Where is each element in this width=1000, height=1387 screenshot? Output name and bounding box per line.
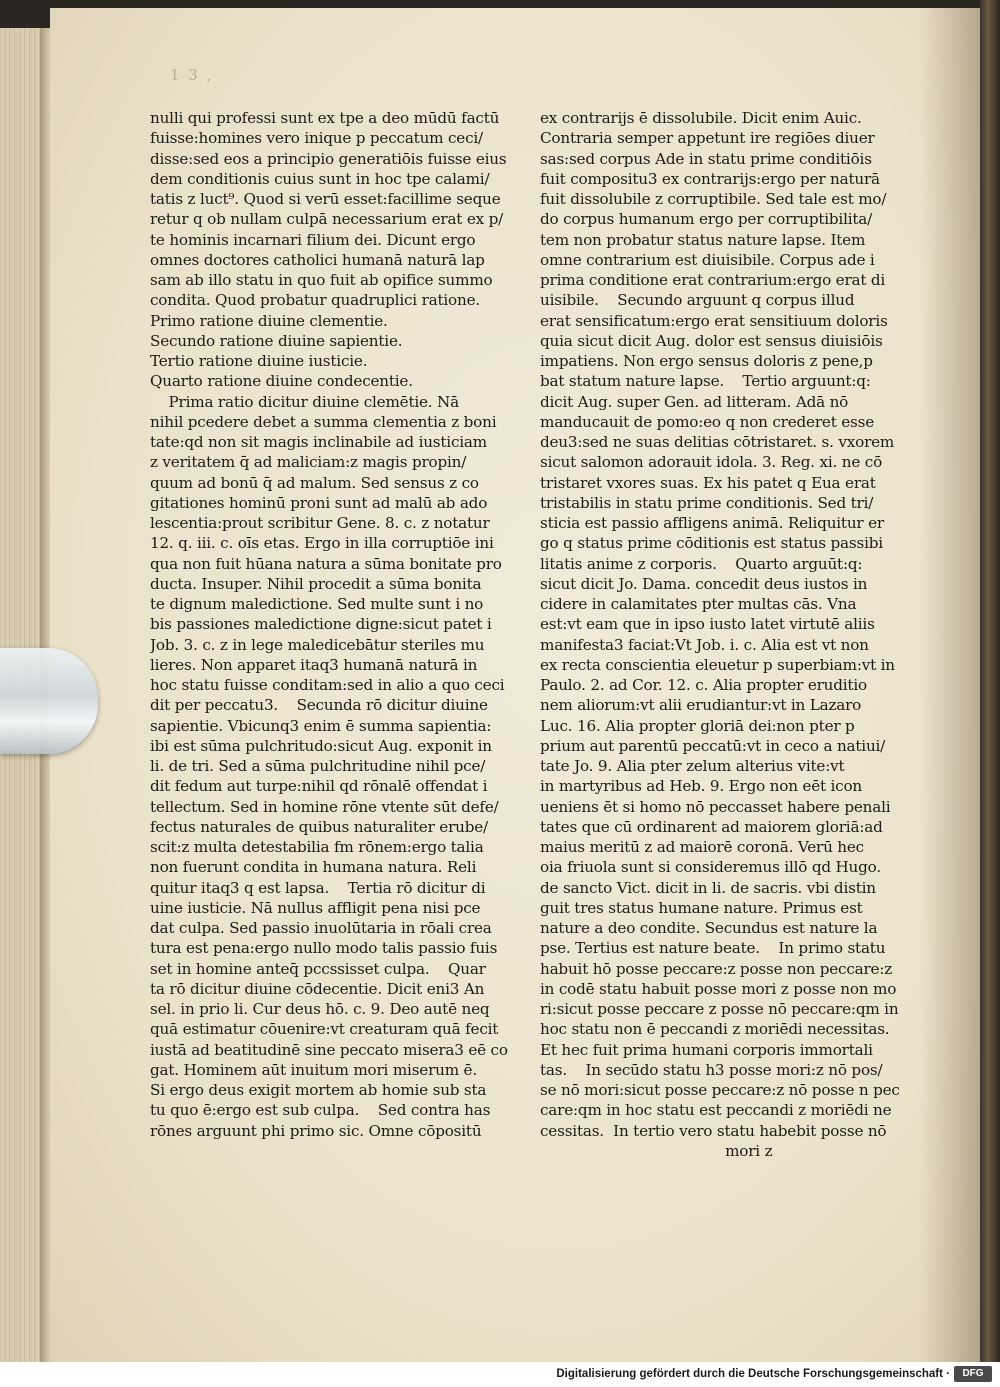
text-line: tate:qd non sit magis inclinabile ad iusticiam (150, 433, 487, 451)
text-line: erat sensificatum:ergo erat sensitiuum doloris (540, 311, 888, 330)
dfg-logo-icon: DFG (954, 1366, 992, 1382)
text-line: tellectum. Sed in homine rōne vtente sūt defe/ (150, 797, 499, 816)
text-line: Tertio ratione diuine iusticie. (150, 352, 368, 370)
text-line: quā estimatur cōuenire:vt creaturam quā fecit (150, 1020, 499, 1039)
text-line: impatiens. Non ergo sensus doloris z pene,p (540, 352, 873, 370)
text-line: Luc. 16. Alia propter gloriā dei:non pter p (540, 716, 855, 735)
text-line: condita. Quod probatur quadruplici ratione. (150, 291, 480, 310)
text-line: sicut dicit Jo. Dama. concedit deus iustos in (540, 574, 868, 593)
text-line: dicit Aug. super Gen. ad litteram. Adā nō (540, 392, 849, 411)
text-line: quitur itaq3 q est lapsa. Tertia rō dicitur di (150, 878, 486, 897)
page-number: 1 3 , (170, 66, 214, 84)
text-line: fuisse:homines vero inique p peccatum ceci/ (150, 129, 483, 148)
book-gutter (980, 0, 1000, 1362)
text-line: cidere in calamitates pter multas cās. Vna (540, 595, 857, 613)
text-line: hoc statu non ē peccandi z moriēdi necessitas. (540, 1020, 890, 1039)
text-line: tates que cū ordinarent ad maiorem gloriā:ad (540, 817, 883, 836)
page-curl-shade (920, 8, 980, 1362)
text-line: sam ab illo statu in quo fuit ab opifice summo (150, 271, 493, 289)
text-line: nature a deo condite. Secundus est nature la (540, 919, 878, 937)
text-line: ducta. Insuper. Nihil procedit a sūma bonita (150, 574, 482, 593)
text-line: tristabilis in statu prime conditionis. Sed tri/ (540, 493, 874, 512)
text-line: dit per peccatu3. Secunda rō dicitur diuine (150, 696, 488, 715)
text-line: tu quo ē:ergo est sub culpa. Sed contra has (150, 1101, 491, 1120)
text-line: omnes doctores catholici humanā naturā lap (150, 250, 485, 269)
text-line: sicut salomon adorauit idola. 3. Reg. xi. ne cō (540, 453, 883, 472)
text-line: tristaret vxores suas. Ex his patet q Eua erat (540, 473, 876, 492)
text-line: quum ad bonū q̄ ad malum. Sed sensus z co (150, 473, 479, 492)
text-line: go q status prime cōditionis est status passibi (540, 534, 883, 553)
text-line: tura est pena:ergo nullo modo talis passio fuis (150, 939, 498, 958)
text-line: est:vt eam que in ipso iusto latet virtutē aliis (540, 615, 875, 634)
text-line: Job. 3. c. z in lege maledicebātur steriles mu (150, 635, 485, 654)
text-line: non fuerunt condita in humana natura. Reli (150, 858, 477, 877)
text-line: z veritatem q̄ ad maliciam:z magis propin/ (150, 453, 467, 472)
text-line: nulli qui professi sunt ex tpe a deo mūdū factū (150, 109, 500, 127)
text-line: bat statum nature lapse. Tertio arguunt:q: (540, 372, 871, 391)
text-line: nem aliorum:vt alii erudiantur:vt in Lazaro (540, 696, 862, 715)
text-line: lescentia:prout scribitur Gene. 8. c. z notatur (150, 514, 490, 532)
text-line: mori z (540, 1141, 773, 1160)
text-line: deu3:sed ne suas delitias cōtristaret. s. vxorem (540, 433, 895, 451)
text-line: in codē statu habuit posse mori z posse non mo (540, 979, 897, 998)
text-line: tas. In secūdo statu h3 posse mori:z nō pos/ (540, 1060, 883, 1079)
text-line: guit tres status humane nature. Primus est (540, 898, 863, 917)
text-line: fuit dissolubile z corruptibile. Sed tale est mo/ (540, 190, 887, 208)
text-line: quia sicut dicit Aug. dolor est sensus diuisiōis (540, 331, 883, 350)
text-line: prium aut parentū peccatū:vt in ceco a natiui/ (540, 736, 886, 755)
text-line: Prima ratio dicitur diuine clemētie. Nā (150, 392, 459, 411)
text-line: de sancto Vict. dicit in li. de sacris. vbi distin (540, 878, 876, 897)
text-line: nihil pcedere debet a summa clementia z boni (150, 412, 497, 431)
text-line: te hominis incarnari filium dei. Dicunt ergo (150, 230, 476, 249)
text-line: pse. Tertius est nature beate. In primo statu (540, 939, 886, 958)
text-line: sapientie. Vbicunq3 enim ē summa sapientia: (150, 716, 492, 735)
text-line: prima conditione erat contrarium:ergo erat di (540, 271, 886, 289)
footer-credit: Digitalisierung gefördert durch die Deutsche Forschungsgemeinschaft · (556, 1368, 950, 1380)
text-line: in martyribus ad Heb. 9. Ergo non eēt icon (540, 777, 863, 796)
text-line: uine iusticie. Nā nullus affligit pena nisi pce (150, 898, 481, 917)
text-line: dit fedum aut turpe:nihil qd rōnalē offendat i (150, 777, 488, 796)
text-line: manducauit de pomo:eo q non crederet esse (540, 412, 874, 431)
text-line: gat. Hominem aūt inuitum mori miserum ē. (150, 1060, 477, 1079)
text-line: omne contrarium est diuisibile. Corpus ade i (540, 250, 875, 269)
text-line: hoc statu fuisse conditam:sed in alio a quo ceci (150, 676, 505, 694)
text-line: te dignum maledictione. Sed multe sunt i no (150, 595, 484, 613)
text-line: sticia est passio affligens animā. Reliquitur er (540, 514, 884, 532)
text-line: ueniens ēt si homo nō peccasset habere penali (540, 797, 891, 816)
text-line: ri:sicut posse peccare z posse nō peccare:qm in (540, 1000, 899, 1018)
text-line: gitationes hominū proni sunt ad malū ab ado (150, 493, 488, 512)
text-line: care:qm in hoc statu est peccandi z moriēdi ne (540, 1101, 892, 1120)
text-line: Si ergo deus exigit mortem ab homie sub sta (150, 1081, 487, 1099)
text-line: li. de tri. Sed a sūma pulchritudine nihil pce/ (150, 757, 486, 775)
text-line: cessitas. In tertio vero statu habebit posse nō (540, 1121, 887, 1140)
text-line: fectus naturales de quibus naturaliter erube/ (150, 817, 488, 836)
text-line: rōnes arguunt phi primo sic. Omne cōpositū (150, 1121, 482, 1140)
text-line: tatis z luct⁹. Quod si verū esset:facillime seque (150, 190, 501, 208)
text-line: oia friuola sunt si consideremus illō qd Hugo. (540, 858, 881, 877)
text-column-left (150, 108, 532, 1141)
text-line: dem conditionis cuius sunt in hoc tpe calami/ (150, 169, 490, 188)
text-line: lieres. Non apparet itaq3 humanā naturā in (150, 655, 478, 674)
text-line: habuit hō posse peccare:z posse non peccare:z (540, 959, 893, 978)
text-line: set in homine anteq̄ pccssisset culpa. Quar (150, 959, 486, 978)
text-line: bis passiones maledictione digne:sicut patet i (150, 615, 492, 634)
text-line: Et hec fuit prima humani corporis immortali (540, 1040, 873, 1059)
text-line: tate Jo. 9. Alia pter zelum alterius vite:vt (540, 757, 845, 775)
text-line: maius meritū z ad maiorē coronā. Verū hec (540, 838, 864, 856)
text-line: do corpus humanum ergo per corruptibilita/ (540, 210, 873, 229)
text-line: Secundo ratione diuine sapientie. (150, 331, 403, 350)
text-line: tem non probatur status nature lapse. Item (540, 230, 866, 249)
footer-bar (0, 1362, 1000, 1387)
text-line: retur q ob nullam culpā necessarium erat ex p/ (150, 210, 504, 229)
text-line: ibi est sūma pulchritudo:sicut Aug. exponit in (150, 736, 492, 755)
text-line: ex contrarijs ē dissolubile. Dicit enim Auic. (540, 109, 862, 127)
page-clamp-icon (0, 648, 98, 754)
text-line: ex recta conscientia eleuetur p superbiam:vt in (540, 655, 895, 674)
text-column-right (540, 108, 920, 1161)
text-line: qua non fuit hūana natura a sūma bonitate pro (150, 554, 502, 573)
text-line: sas:sed corpus Ade in statu prime conditiōis (540, 149, 872, 168)
text-line: Primo ratione diuine clementie. (150, 311, 388, 330)
text-line: Contraria semper appetunt ire regiōes diuer (540, 129, 875, 148)
text-line: sel. in prio li. Cur deus hō. c. 9. Deo autē neq (150, 1000, 490, 1018)
text-line: uisibile. Secundo arguunt q corpus illud (540, 291, 855, 310)
text-line: iustā ad beatitudinē sine peccato misera3 eē co (150, 1040, 508, 1059)
text-line: scit:z multa detestabilia fm rōnem:ergo talia (150, 838, 484, 856)
text-line: Paulo. 2. ad Cor. 12. c. Alia propter eruditio (540, 676, 867, 694)
text-line: 12. q. iii. c. oīs etas. Ergo in illa corruptiōe ini (150, 534, 494, 553)
text-line: manifesta3 faciat:Vt Job. i. c. Alia est vt non (540, 635, 869, 654)
text-line: litatis anime z corporis. Quarto arguūt:q: (540, 554, 863, 573)
text-line: dat culpa. Sed passio inuolūtaria in rōali crea (150, 919, 492, 937)
text-line: Quarto ratione diuine condecentie. (150, 372, 413, 391)
text-line: fuit compositu3 ex contrarijs:ergo per naturā (540, 169, 880, 188)
text-line: ta rō dicitur diuine cōdecentie. Dicit eni3 An (150, 979, 485, 998)
text-line: se nō mori:sicut posse peccare:z nō posse n pec (540, 1081, 900, 1099)
text-line: disse:sed eos a principio generatiōis fuisse eius (150, 149, 507, 168)
